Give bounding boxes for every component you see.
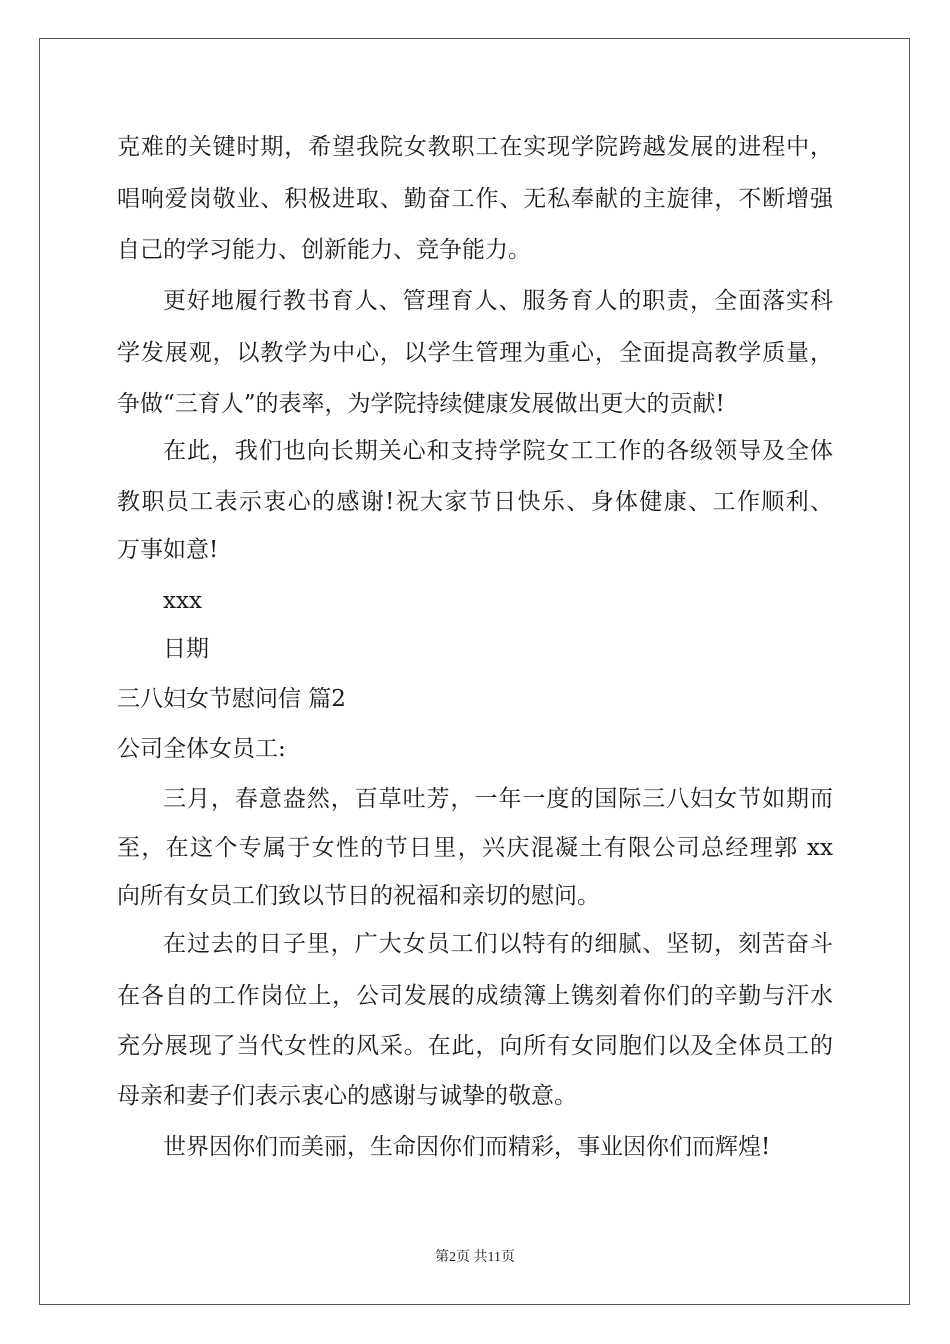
paragraph-5-line-1: 在过去的日子里，广大女员工们以特有的细腻、坚韧，刻苦奋斗 — [163, 931, 833, 957]
salutation: 公司全体女员工: — [117, 736, 286, 762]
paragraph-5-line-4: 母亲和妻子们表示衷心的感谢与诚挚的敬意。 — [117, 1083, 577, 1109]
paragraph-3-line-1: 在此，我们也向长期关心和支持学院女工工作的各级领导及全体 — [163, 438, 833, 464]
page-border — [39, 38, 910, 1305]
paragraph-4-line-3: 向所有女员工们致以节日的祝福和亲切的慰问。 — [117, 883, 600, 909]
paragraph-4-line-2: 至，在这个专属于女性的节日里，兴庆混凝土有限公司总经理郭 xx — [117, 835, 833, 861]
page-number-footer: 第2页 共11页 — [435, 1250, 515, 1265]
paragraph-1-line-3: 自己的学习能力、创新能力、竞争能力。 — [117, 237, 531, 263]
paragraph-4-line-1: 三月，春意盎然，百草吐芳，一年一度的国际三八妇女节如期而 — [163, 786, 833, 812]
paragraph-2-line-3: 争做“三育人”的表率，为学院持续健康发展做出更大的贡献! — [117, 391, 725, 417]
signature: xxx — [163, 588, 202, 614]
section-title: 三八妇女节慰问信 篇2 — [117, 686, 346, 712]
paragraph-2-line-1: 更好地履行教书育人、管理育人、服务育人的职责，全面落实科 — [163, 288, 833, 314]
paragraph-5-line-2: 在各自的工作岗位上，公司发展的成绩簿上镌刻着你们的辛勤与汗水 — [117, 983, 833, 1009]
paragraph-2-line-2: 学发展观，以教学为中心，以学生管理为重心，全面提高教学质量， — [117, 340, 833, 366]
paragraph-1-line-1: 克难的关键时期，希望我院女教职工在实现学院跨越发展的进程中， — [117, 134, 833, 160]
date-line: 日期 — [163, 636, 209, 662]
paragraph-1-line-2: 唱响爱岗敬业、积极进取、勤奋工作、无私奉献的主旋律，不断增强 — [117, 186, 833, 212]
paragraph-3-line-3: 万事如意! — [117, 537, 219, 563]
paragraph-6-line-1: 世界因你们而美丽，生命因你们而精彩，事业因你们而辉煌! — [163, 1134, 771, 1160]
paragraph-3-line-2: 教职员工表示衷心的感谢!祝大家节日快乐、身体健康、工作顺利、 — [117, 489, 833, 515]
paragraph-5-line-3: 充分展现了当代女性的风采。在此，向所有女同胞们以及全体员工的 — [117, 1033, 833, 1059]
